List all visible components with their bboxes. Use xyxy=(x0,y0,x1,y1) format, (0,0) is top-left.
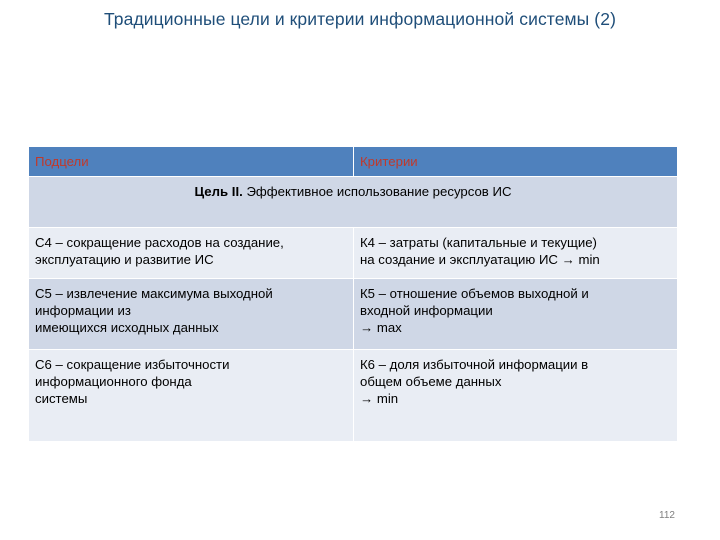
subgoal-line: эксплуатацию и развитие ИС xyxy=(35,252,214,267)
subgoal-cell xyxy=(29,279,354,350)
page-number: 112 xyxy=(659,510,675,521)
criterion-line: К5 – отношение объемов выходной и xyxy=(360,286,589,301)
criterion-line: на создание и эксплуатацию ИС → min xyxy=(360,252,600,267)
header-criteria: Критерии xyxy=(354,147,678,177)
criterion-cell xyxy=(354,228,678,279)
criterion-line: К6 – доля избыточной информации в xyxy=(360,357,589,372)
criterion-line: К4 – затраты (капитальные и текущие) xyxy=(360,235,597,250)
header-subgoals: Подцели xyxy=(29,147,354,177)
subgoal-line: имеющихся исходных данных xyxy=(35,320,219,335)
criterion-line: → min xyxy=(360,391,399,406)
table-row xyxy=(29,228,678,279)
criterion-line: входной информации xyxy=(360,303,493,318)
subgoal-cell xyxy=(29,350,354,442)
goal-row xyxy=(29,177,678,228)
goals-criteria-table xyxy=(28,146,678,442)
goal-label: Цель II. xyxy=(194,184,243,199)
subgoal-line: С6 – сокращение избыточности xyxy=(35,357,230,372)
criterion-cell xyxy=(354,279,678,350)
goal-cell xyxy=(29,177,678,228)
subgoal-line: системы xyxy=(35,391,88,406)
criterion-cell xyxy=(354,350,678,442)
table-header-row xyxy=(29,147,678,177)
criterion-line: → max xyxy=(360,320,402,335)
subgoal-line: информации из xyxy=(35,303,131,318)
subgoal-line: С4 – сокращение расходов на создание, xyxy=(35,235,284,250)
subgoal-line: С5 – извлечение максимума выходной xyxy=(35,286,273,301)
table-row xyxy=(29,350,678,442)
table-row xyxy=(29,279,678,350)
subgoal-cell xyxy=(29,228,354,279)
criterion-line: общем объеме данных xyxy=(360,374,502,389)
goal-text: Эффективное использование ресурсов ИС xyxy=(242,184,512,199)
slide-title: Традиционные цели и критерии информационной системы (2) xyxy=(104,9,616,29)
subgoal-line: информационного фонда xyxy=(35,374,192,389)
